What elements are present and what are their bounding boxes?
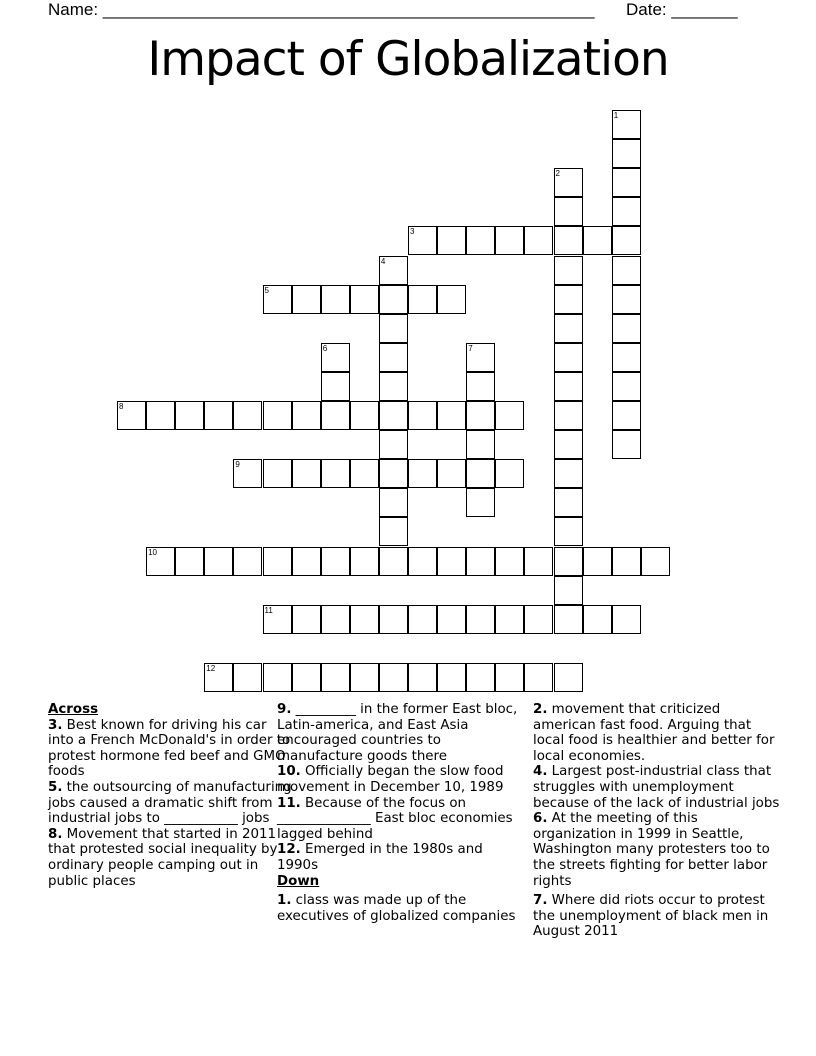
grid-cell[interactable] bbox=[263, 605, 292, 634]
clue-across-9: 9. _________ in the former East bloc, Latin-america, and East Asia encouraged countries to manufacture goods there bbox=[277, 702, 518, 764]
grid-cell[interactable] bbox=[321, 663, 350, 692]
grid-cell[interactable] bbox=[437, 226, 466, 255]
grid-cell[interactable] bbox=[437, 547, 466, 576]
clues-column-2 bbox=[277, 702, 522, 924]
name-field-label: Name: ____________________________________________________ bbox=[48, 0, 595, 19]
grid-cell[interactable] bbox=[612, 139, 641, 168]
grid-cell[interactable] bbox=[379, 547, 408, 576]
grid-cell[interactable] bbox=[117, 401, 146, 430]
grid-cell[interactable] bbox=[175, 401, 204, 430]
grid-cell[interactable] bbox=[554, 517, 583, 546]
grid-cell[interactable] bbox=[524, 226, 553, 255]
grid-cell[interactable] bbox=[524, 605, 553, 634]
clue-down-7: 7. Where did riots occur to protest the unemployment of black men in August 2011 bbox=[533, 893, 769, 940]
grid-cell[interactable] bbox=[612, 547, 641, 576]
grid-cell[interactable] bbox=[321, 343, 350, 372]
grid-cell[interactable] bbox=[612, 197, 641, 226]
grid-cell[interactable] bbox=[495, 459, 524, 488]
grid-cell[interactable] bbox=[466, 663, 495, 692]
grid-cell[interactable] bbox=[466, 430, 495, 459]
grid-cell[interactable] bbox=[583, 226, 612, 255]
grid-cell[interactable] bbox=[379, 256, 408, 285]
grid-cell[interactable] bbox=[495, 663, 524, 692]
grid-cell[interactable] bbox=[379, 401, 408, 430]
grid-cell[interactable] bbox=[146, 401, 175, 430]
clue-down-1: 1. class was made up of the executives of globalized companies bbox=[277, 893, 516, 924]
grid-cell[interactable] bbox=[350, 605, 379, 634]
grid-cell[interactable] bbox=[379, 285, 408, 314]
grid-cell[interactable] bbox=[466, 605, 495, 634]
clue-down-2: 2. movement that criticized american fast food. Arguing that local food is healthier and better for local economies. bbox=[533, 702, 775, 764]
grid-cell[interactable] bbox=[554, 547, 583, 576]
clue-number: 9 bbox=[235, 460, 240, 470]
grid-cell[interactable] bbox=[233, 663, 262, 692]
grid-cell[interactable] bbox=[379, 372, 408, 401]
grid-cell[interactable] bbox=[466, 488, 495, 517]
grid-cell[interactable] bbox=[321, 547, 350, 576]
grid-cell[interactable] bbox=[612, 401, 641, 430]
grid-cell[interactable] bbox=[466, 401, 495, 430]
grid-cell[interactable] bbox=[583, 605, 612, 634]
clue-across-5: 5. the outsourcing of manufacturing jobs caused a dramatic shift from industrial jobs to ___________ jobs bbox=[48, 779, 292, 827]
grid-cell[interactable] bbox=[466, 547, 495, 576]
grid-cell[interactable] bbox=[379, 459, 408, 488]
grid-cell[interactable] bbox=[175, 547, 204, 576]
down-heading: Down bbox=[277, 873, 320, 889]
clue-number: 10 bbox=[148, 547, 157, 557]
grid-cell[interactable] bbox=[263, 285, 292, 314]
grid-cell[interactable] bbox=[233, 547, 262, 576]
clue-number: 4 bbox=[380, 256, 386, 266]
grid-cell[interactable] bbox=[379, 430, 408, 459]
grid-cell[interactable] bbox=[379, 343, 408, 372]
grid-cell[interactable] bbox=[554, 576, 583, 605]
clue-across-10: 10. Officially began the slow food movement in December 10, 1989 bbox=[277, 764, 504, 795]
grid-cell[interactable] bbox=[204, 663, 233, 692]
grid-cell[interactable] bbox=[495, 605, 524, 634]
clue-across-12: 12. Emerged in the 1980s and 1990s bbox=[277, 842, 483, 873]
clues-column-3 bbox=[533, 702, 783, 940]
grid-cell[interactable] bbox=[612, 605, 641, 634]
grid-cell[interactable] bbox=[437, 663, 466, 692]
grid-cell[interactable] bbox=[554, 226, 583, 255]
grid-cell[interactable] bbox=[554, 372, 583, 401]
grid-cell[interactable] bbox=[612, 110, 641, 139]
grid-cell[interactable] bbox=[379, 605, 408, 634]
date-field-label: Date: _______ bbox=[626, 0, 738, 19]
grid-cell[interactable] bbox=[612, 285, 641, 314]
grid-cell[interactable] bbox=[437, 605, 466, 634]
grid-cell[interactable] bbox=[292, 459, 321, 488]
grid-cell[interactable] bbox=[350, 401, 379, 430]
grid-cell[interactable] bbox=[408, 663, 437, 692]
grid-cell[interactable] bbox=[524, 663, 553, 692]
grid-cell[interactable] bbox=[554, 197, 583, 226]
clue-number: 12 bbox=[206, 663, 216, 673]
grid-cell[interactable] bbox=[408, 547, 437, 576]
grid-cell[interactable] bbox=[641, 547, 670, 576]
clue-number: 3 bbox=[410, 227, 415, 237]
clue-down-4: 4. Largest post-industrial class that struggles with unemployment because of the lack of industrial jobs bbox=[533, 764, 780, 811]
clues-column-1 bbox=[48, 702, 293, 889]
grid-cell[interactable] bbox=[612, 343, 641, 372]
grid-cell[interactable] bbox=[263, 401, 292, 430]
grid-cell[interactable] bbox=[554, 256, 583, 285]
clue-number: 2 bbox=[555, 169, 560, 179]
grid-cell[interactable] bbox=[408, 605, 437, 634]
clue-number: 5 bbox=[264, 285, 269, 295]
grid-cell[interactable] bbox=[292, 285, 321, 314]
grid-cell[interactable] bbox=[321, 401, 350, 430]
grid-cell[interactable] bbox=[554, 605, 583, 634]
grid-cell[interactable] bbox=[466, 226, 495, 255]
grid-cell[interactable] bbox=[292, 605, 321, 634]
grid-cell[interactable] bbox=[321, 372, 350, 401]
grid-cell[interactable] bbox=[350, 547, 379, 576]
grid-cell[interactable] bbox=[321, 459, 350, 488]
grid-cell[interactable] bbox=[554, 459, 583, 488]
grid-cell[interactable] bbox=[379, 517, 408, 546]
clue-number: 11 bbox=[264, 605, 273, 615]
grid-cell[interactable] bbox=[350, 663, 379, 692]
grid-cell[interactable] bbox=[466, 459, 495, 488]
grid-cell[interactable] bbox=[350, 459, 379, 488]
grid-cell[interactable] bbox=[495, 226, 524, 255]
grid-cell[interactable] bbox=[408, 401, 437, 430]
grid-cell[interactable] bbox=[554, 168, 583, 197]
grid-cell[interactable] bbox=[379, 663, 408, 692]
grid-cell[interactable] bbox=[554, 401, 583, 430]
grid-cell[interactable] bbox=[321, 285, 350, 314]
grid-cell[interactable] bbox=[612, 314, 641, 343]
grid-cell[interactable] bbox=[495, 547, 524, 576]
grid-cell[interactable] bbox=[554, 663, 583, 692]
grid-cell[interactable] bbox=[466, 343, 495, 372]
grid-cell[interactable] bbox=[292, 547, 321, 576]
clue-number: 7 bbox=[468, 343, 473, 353]
grid-cell[interactable] bbox=[554, 430, 583, 459]
grid-cell[interactable] bbox=[612, 372, 641, 401]
grid-cell[interactable] bbox=[612, 430, 641, 459]
page-title: Impact of Globalization bbox=[147, 32, 669, 87]
clue-across-3: 3. Best known for driving his car into a French McDonald's in order to protest hormone fed beef and GMO foods bbox=[48, 717, 291, 780]
clue-number: 8 bbox=[119, 402, 124, 411]
grid-cell[interactable] bbox=[437, 285, 466, 314]
grid-cell[interactable] bbox=[583, 547, 612, 576]
grid-cell[interactable] bbox=[554, 343, 583, 372]
across-heading: Across bbox=[48, 702, 99, 717]
grid-cell[interactable] bbox=[233, 459, 262, 488]
clue-across-11: 11. Because of the focus on ______________ East bloc economies lagged behind bbox=[277, 795, 513, 842]
grid-cell[interactable] bbox=[292, 401, 321, 430]
grid-cell[interactable] bbox=[612, 168, 641, 197]
clue-number: 1 bbox=[613, 111, 619, 120]
crossword-grid bbox=[117, 110, 717, 700]
grid-cell[interactable] bbox=[437, 459, 466, 488]
grid-cell[interactable] bbox=[612, 256, 641, 285]
grid-cell[interactable] bbox=[321, 605, 350, 634]
grid-cell[interactable] bbox=[379, 488, 408, 517]
clue-across-8: 8. Movement that started in 2011 that protested social inequality by ordinary people camping out in public places bbox=[48, 826, 278, 889]
grid-cell[interactable] bbox=[263, 547, 292, 576]
grid-cell[interactable] bbox=[263, 663, 292, 692]
grid-cell[interactable] bbox=[466, 372, 495, 401]
grid-cell[interactable] bbox=[437, 401, 466, 430]
grid-cell[interactable] bbox=[408, 226, 437, 255]
grid-cell[interactable] bbox=[204, 401, 233, 430]
grid-cell[interactable] bbox=[554, 488, 583, 517]
grid-cell[interactable] bbox=[146, 547, 175, 576]
grid-cell[interactable] bbox=[554, 314, 583, 343]
grid-cell[interactable] bbox=[612, 226, 641, 255]
clue-down-6: 6. At the meeting of this organization in 1999 in Seattle, Washington many protesters too to the streets fighting for better labor rights bbox=[533, 811, 770, 889]
grid-cell[interactable] bbox=[408, 459, 437, 488]
clue-number: 6 bbox=[322, 343, 328, 353]
grid-cell[interactable] bbox=[204, 547, 233, 576]
grid-cell[interactable] bbox=[524, 547, 553, 576]
grid-cell[interactable] bbox=[233, 401, 262, 430]
grid-cell[interactable] bbox=[379, 314, 408, 343]
grid-cell[interactable] bbox=[350, 285, 379, 314]
grid-cell[interactable] bbox=[495, 401, 524, 430]
grid-cell[interactable] bbox=[292, 663, 321, 692]
grid-cell[interactable] bbox=[408, 285, 437, 314]
grid-cell[interactable] bbox=[263, 459, 292, 488]
grid-cell[interactable] bbox=[554, 285, 583, 314]
